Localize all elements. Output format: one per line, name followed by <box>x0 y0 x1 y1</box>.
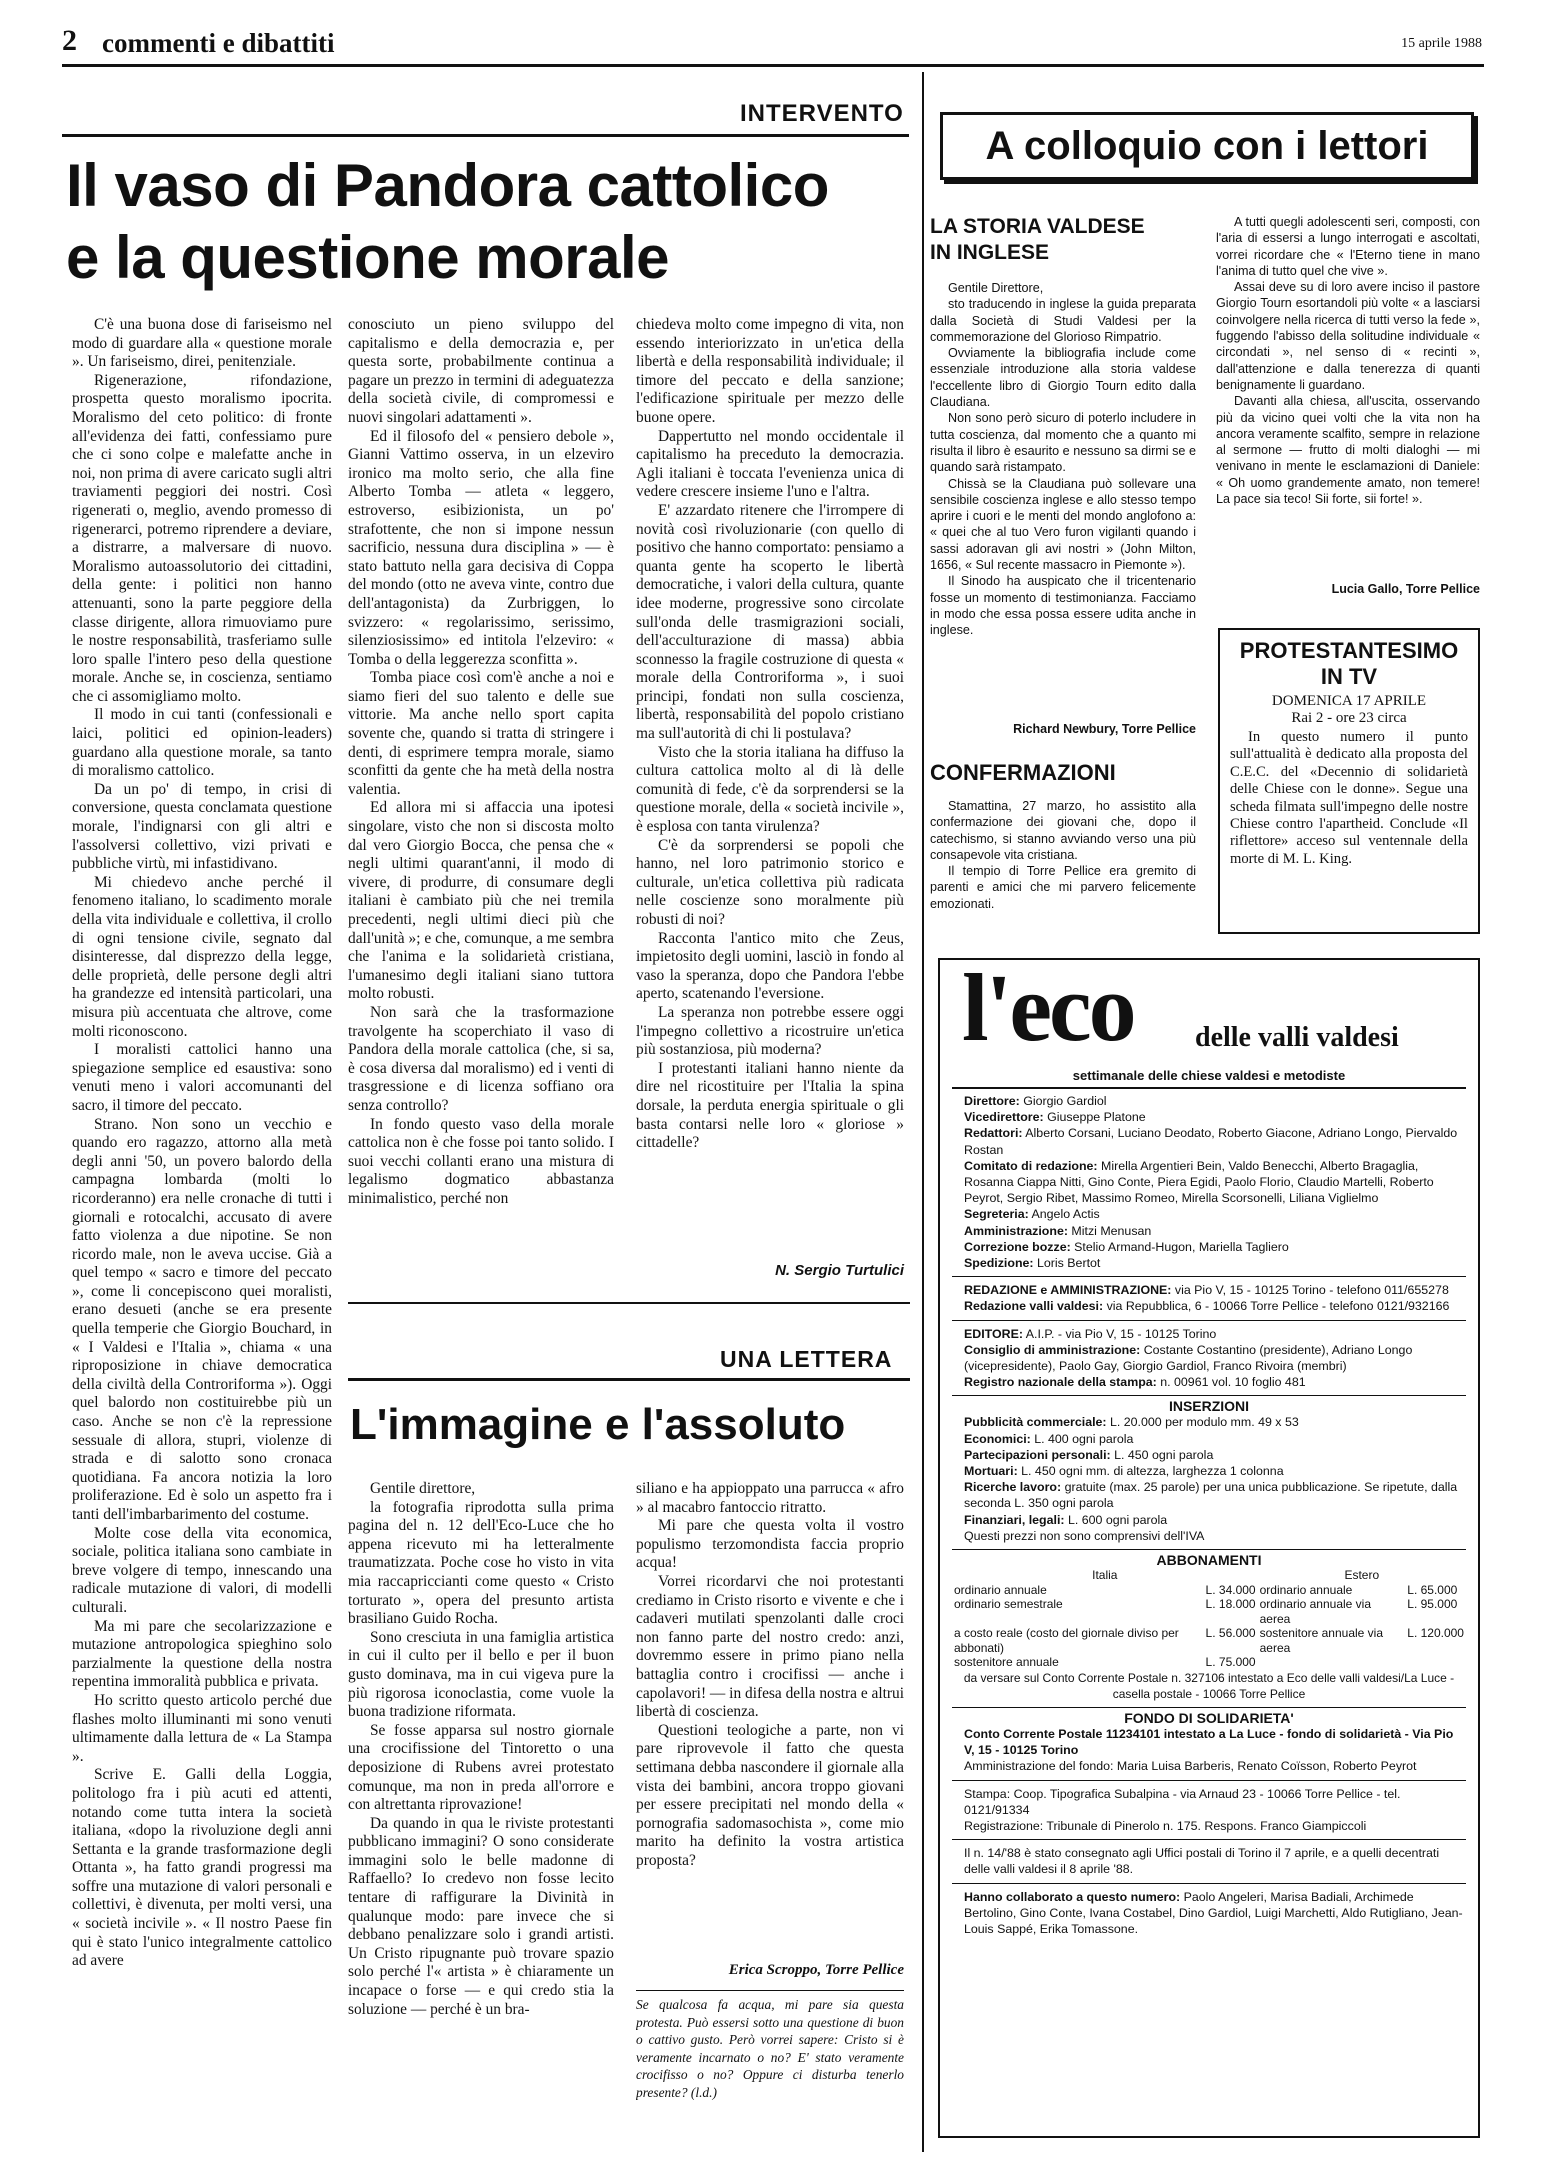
paragraph: Se fosse apparsa sul nostro giornale una crocifissione del Tintoretto o una deposizione di Rubens avrei protestato comunque, ma non in preda all'orrore e con altrettanta riprovazione! <box>348 1721 614 1814</box>
editore-value: Costante Costantino (presidente), Adriano Longo (vicepresidente), Paolo Gay, Giorgio Gardiol, Franco Rivoira (membri) <box>964 1342 1413 1374</box>
staff-value: Giuseppe Platone <box>1047 1110 1146 1125</box>
inserzioni-row <box>964 1479 1466 1511</box>
staff-value: Mirella Argentieri Bein, Valdo Benecchi, Alberto Bragaglia, Rosanna Ciappa Nitti, Gino Conte, Piera Egidi, Paolo Florio, Claudio Martelli, Roberto Peyrot, Sergio Ribet, Massimo Romeo, Mirella Scorsonelli, Liliana Viglielmo <box>964 1158 1434 1206</box>
paragraph: I protestanti italiani hanno niente da dire nel ricostituire per l'Italia la spina dorsale, la perduta energia spirituale o gli basta contarsi nelle loro « gloriose » cittadelle? <box>636 1059 904 1152</box>
abb-estero-value <box>1405 1655 1466 1670</box>
eco-logo-small: delle valli valdesi <box>1195 1022 1399 1053</box>
storia-signature: Richard Newbury, Torre Pellice <box>1013 722 1196 736</box>
staff-label: Redattori: <box>964 1126 1023 1141</box>
tv-title-line-2: IN TV <box>1320 664 1378 689</box>
storia-title-line-2: IN INGLESE <box>930 241 1050 264</box>
fondo-line: Amministrazione del fondo: Maria Luisa Barberis, Renato Coïsson, Roberto Peyrot <box>964 1759 1417 1774</box>
editore-row <box>964 1326 1466 1342</box>
tv-title-line-1: PROTESTANTESIMO <box>1239 638 1459 663</box>
stampa-line: Stampa: Coop. Tipografica Subalpina - via Arnaud 23 - 10066 Torre Pellice - tel. 0121/91334 <box>964 1786 1401 1817</box>
staff-row <box>964 1093 1466 1109</box>
staff-label: Segreteria: <box>964 1207 1029 1222</box>
confermazioni-title: CONFERMAZIONI <box>930 760 1116 785</box>
storia-title-line-1: LA STORIA VALDESE <box>930 215 1145 238</box>
lucia-signature: Lucia Gallo, Torre Pellice <box>1331 582 1480 596</box>
paragraph: E' azzardato ritenere che l'irrompere di novità così rivoluzionarie (con quello di positivo che hanno comportato: pensiamo a quanta gente ha scoperto le libertà democratiche, i valori della cultura, quante idee moderne, progressive sono circolate sull'onda delle trasmigrazioni sociali, dell'acculturazione di massa) abbia sconnesso la fragile costruzione di questa « morale della Controriforma », i suoi principi, fondati non sulla coscienza, libertà, responsabilità del popolo cristiano ma sull'autorità di chi li postulava? <box>636 501 904 743</box>
intervento-kicker-rule <box>62 134 909 137</box>
inserzioni-label: Mortuari: <box>964 1464 1018 1479</box>
eco-rule <box>952 1087 1466 1089</box>
abb-row <box>952 1626 1466 1655</box>
registrazione-line: Registrazione: Tribunale di Pinerolo n. 175. Respons. Franco Giampiccoli <box>964 1819 1367 1833</box>
abb-estero-label <box>1258 1655 1406 1670</box>
editore-label: EDITORE: <box>964 1326 1023 1341</box>
abb-italia-value: L. 75.000 <box>1205 1655 1256 1670</box>
staff-value: Stelio Armand-Hugon, Mariella Tagliero <box>1074 1239 1289 1254</box>
inserzioni-label: Pubblicità commerciale: <box>964 1415 1107 1430</box>
inserzioni-row <box>964 1414 1466 1430</box>
paragraph: I moralisti cattolici hanno una spiegazione semplice ed esaustiva: sono venuti meno i valori accomunanti del sacro, il timore del peccato. <box>72 1041 332 1114</box>
abb-italia-label: sostenitore annuale <box>954 1655 1059 1670</box>
storia-title <box>930 214 1200 266</box>
inserzioni-title: INSERZIONI <box>1168 1398 1250 1415</box>
inserzioni-row <box>964 1431 1466 1447</box>
eco-inserzioni <box>952 1414 1466 1544</box>
editore-label: Consiglio di amministrazione: <box>964 1342 1141 1357</box>
eco-rule <box>952 1276 1466 1277</box>
intervento-col-3 <box>636 316 904 1291</box>
abb-header-row <box>952 1568 1466 1583</box>
lettera-col-2 <box>636 1480 904 1960</box>
paragraph: Sono cresciuta in una famiglia artistica in cui il culto per il bello e per il buon gusto dominava, ma in cui vigeva pure la più rigorosa iconoclastia, come vuole la buona tradizione riformata. <box>348 1628 614 1721</box>
paragraph: Chissà se la Claudiana può sollevare una sensibile coscienza inglese e allo stesso tempo aprire i cuori e le menti del mondo anglofono a: « quei che al tuo Vero furon vigilanti quando i sassi adoravan gli avi nostri » (John Milton, 1656, « Sul recente massacro in Piemonte »). <box>930 476 1196 573</box>
paragraph: Assai deve su di loro avere inciso il pastore Giorgio Tourn esortandoli più volte « a lasciarsi coinvolgere nella ricerca di tutti verso la fede », fuggendo l'abisso della solitudine individuale « circondati », nel senso di « recinti », dall'attenzione e dalla tenerezza di quanti benignamente li guardano. <box>1216 280 1480 392</box>
inserzioni-label: Economici: <box>964 1431 1031 1446</box>
eco-rule <box>952 1549 1466 1550</box>
section-name: commenti e dibattiti <box>102 28 335 58</box>
lettera-title: L'immagine e l'assoluto <box>350 1400 846 1449</box>
abb-italia-label: ordinario annuale <box>954 1582 1047 1597</box>
paragraph: Ho scritto questo articolo perché due flashes molto illuminanti mi sono venuti ultimamente dalla lettura de « La Stampa ». <box>72 1691 332 1765</box>
editor-reply: Se qualcosa fa acqua, mi pare sia questa protesta. Può essersi sotto una questione di buon o cattivo gusto. Però vorrei sapere: Cristo si è veramente incarnato o no? E' stato veramente crocifisso o no? Oppure ci disturba tenerlo presente? (l.d.) <box>636 1997 904 2100</box>
paragraph: Da quando in qua le riviste protestanti pubblicano immagini? O sono considerate immagini solo le belle madonne di Raffaello? Io credevo non fosse lecito tentare di raffigurare la Divinità in qualunque modo: pare invece che si debbano penalizzare solo i grandi artisti. Un Cristo ripugnante può trovare spazio solo perché l'« artista » è chiaramente un incapace o forse — e qui credo stia la soluzione — perché è un bra- <box>348 1814 614 2018</box>
eco-rule <box>952 1839 1466 1840</box>
paragraph: Da un po' di tempo, in crisi di conversione, questa conclamata questione morale, l'indignarsi con gli altri e l'assolversi collettivo, vizi privati e pubbliche virtù, mi infastidivano. <box>72 780 332 873</box>
staff-value: Alberto Corsani, Luciano Deodato, Roberto Giacone, Adriano Longo, Piervaldo Rostan <box>964 1126 1458 1157</box>
inserzioni-label: Partecipazioni personali: <box>964 1447 1111 1462</box>
inserzioni-value: L. 600 ogni parola <box>1067 1512 1168 1527</box>
eco-editore <box>952 1326 1466 1391</box>
editore-row <box>964 1374 1466 1390</box>
abb-italia-label: ordinario semestrale <box>954 1597 1063 1612</box>
staff-row <box>964 1109 1466 1125</box>
tv-text: In questo numero il punto sull'attualità è dedicato alla proposta del C.E.C. del «Decennio di solidarietà delle Chiese con le donne». Segue una scheda filmata sull'impegno delle nostre Chiese contro l'apartheid. Conclude «Il riflettore» acceso sul ventennale della morte di M. L. King. <box>1230 729 1468 867</box>
staff-value: Loris Bertot <box>1036 1256 1101 1271</box>
eco-rule <box>952 1320 1466 1321</box>
abb-estero-label: ordinario annuale via aerea <box>1259 1597 1372 1626</box>
eco-redazione <box>952 1282 1466 1314</box>
inserzioni-label: Ricerche lavoro: <box>964 1480 1062 1495</box>
redazione-value: via Repubblica, 6 - 10066 Torre Pellice - telefono 0121/932166 <box>1106 1299 1450 1314</box>
staff-label: Correzione bozze: <box>964 1239 1071 1254</box>
intervento-col-1 <box>72 316 332 2146</box>
paragraph: Stamattina, 27 marzo, ho assistito alla confermazione dei giovani che, dopo il catechismo, si stanno avviando verso una più consapevole vita cristiana. <box>930 799 1196 862</box>
eco-rule <box>952 1395 1466 1396</box>
editore-value: n. 00961 vol. 10 foglio 481 <box>1160 1375 1306 1390</box>
consegna-line: Il n. 14/'88 è stato consegnato agli Uffici postali di Torino il 7 aprile, e a quelli decentrati delle valli valdesi il 8 aprile '88. <box>964 1846 1440 1877</box>
staff-row <box>964 1255 1466 1271</box>
fondo-title: FONDO DI SOLIDARIETA' <box>1124 1709 1294 1726</box>
eco-rule <box>952 1883 1466 1884</box>
inserzioni-label: Finanziari, legali: <box>964 1512 1065 1527</box>
eco-subtitle: settimanale delle chiese valdesi e metodiste <box>1072 1068 1346 1083</box>
tv-title <box>1230 638 1468 690</box>
title-line-2: e la questione morale <box>66 224 670 291</box>
tv-box <box>1218 628 1480 934</box>
paragraph: C'è da sorprendersi se popoli che hanno, nel loro patrimonio storico e culturale, un'etica collettiva più radicata nelle coscienze sono moralmente più robusti di noi? <box>636 836 904 928</box>
paragraph: Gentile direttore, <box>370 1480 476 1497</box>
fondo-line: Conto Corrente Postale 11234101 intestato a La Luce - fondo di solidarietà - Via Pio V, 15 - 10125 Torino <box>964 1726 1454 1758</box>
paragraph: Ovviamente la bibliografia include come essenziale introduzione alla storia valdese l'eccellente libro di Giorgio Tourn edito dalla Claudiana. <box>930 346 1196 410</box>
redazione-label: REDAZIONE e AMMINISTRAZIONE: <box>964 1283 1172 1298</box>
paragraph: Dappertutto nel mondo occidentale il capitalismo ha preceduto la democrazia. Agli italiani è toccata l'evenienza unica di vedere crescere insieme l'uno e l'altra. <box>636 427 904 501</box>
eco-logo <box>952 958 1466 1066</box>
inserzioni-row <box>964 1463 1466 1479</box>
paragraph: Tomba piace così com'è anche a noi e siamo fieri del suo talento e delle sue vittorie. Ma anche nello sport capita sovente che, quando si tratta di stringere i denti, di esprimere tempra morale, siamo sconfitti da gente che ha metà della nostra valentia. <box>348 669 614 798</box>
storia-body <box>930 280 1196 720</box>
staff-row <box>964 1223 1466 1239</box>
abb-note: da versare sul Conto Corrente Postale n. 327106 intestato a Eco delle valli valdesi/La Luce - casella postale - 10066 Torre Pellice <box>963 1670 1455 1701</box>
reply-rule <box>636 1990 904 1991</box>
redazione-row <box>964 1282 1466 1298</box>
abbonamenti-table <box>952 1568 1466 1670</box>
abb-row <box>952 1597 1466 1626</box>
confermazioni-body <box>930 798 1196 958</box>
paragraph: Questioni teologiche a parte, non vi pare riprovevole il fatto che questa settimana debba nascondere il giornale alla vista dei bambini, ancora troppo giovani per essere precipitati nel mondo della « pornografia sadomasochista », come mio marito ha definito la vostra artistica proposta? <box>636 1721 904 1869</box>
lettera-kicker-rule <box>348 1378 910 1381</box>
abb-italia-label: a costo reale (costo del giornale diviso per abbonati) <box>954 1626 1179 1655</box>
paragraph: In fondo questo vaso della morale cattolica non è che fosse poi tanto solido. I suoi vecchi collanti erano una mistura di legalismo dogmatico abbastanza minimalistico, perché non <box>348 1115 614 1207</box>
editore-value: A.I.P. - via Pio V, 15 - 10125 Torino <box>1025 1326 1217 1341</box>
paragraph: Molte cose della vita economica, sociale, politica italiana sono cambiate in breve volgere di tempo, innescando una radicale mutazione di valori, di modelli culturali. <box>72 1524 332 1616</box>
redazione-value: via Pio V, 15 - 10125 Torino - telefono 011/655278 <box>1174 1283 1449 1298</box>
lettera-col-1 <box>348 1480 614 2140</box>
editore-row <box>964 1342 1466 1374</box>
staff-label: Amministrazione: <box>964 1223 1068 1238</box>
paragraph: Ed allora mi si affaccia una ipotesi singolare, visto che non si discosta molto dal vero Giorgio Bocca, che pensa che « negli ultimi quarant'anni, il modo di vivere, di produrre, di consumare degli italiani è cambiato più che nei tremila precedenti, negli ultimi dieci più che dall'unità »; e che, comunque, a me sembra che l'anima e la solidarietà cristiana, l'umanesimo degli italiani siano tuttora molto robusti. <box>348 799 614 1003</box>
paragraph: A tutti quegli adolescenti seri, composti, con l'aria di essersi a lungo interrogati e ascoltati, vorrei ricordare che « l'Eterno tiene in mano l'anima di tutto quel che vive ». <box>1216 215 1480 278</box>
staff-value: Mitzi Menusan <box>1071 1223 1152 1238</box>
staff-row <box>964 1239 1466 1255</box>
abb-estero-value: L. 95.000 <box>1407 1597 1458 1612</box>
lucia-body <box>1216 214 1480 576</box>
paragraph: C'è una buona dose di fariseismo nel modo di guardare alla « questione morale ». Un fariseismo, direi, penitenziale. <box>72 316 332 371</box>
paragraph: siliano e ha appioppato una parrucca « afro » al macabro fantoccio ritratto. <box>636 1480 904 1516</box>
abb-estero-label: sostenitore annuale via aerea <box>1259 1626 1384 1655</box>
eco-rule <box>952 1707 1466 1708</box>
eco-box <box>938 958 1480 2138</box>
staff-label: Comitato di redazione: <box>964 1158 1098 1173</box>
abb-italia-value: L. 18.000 <box>1205 1597 1256 1612</box>
staff-value: Angelo Actis <box>1031 1207 1100 1222</box>
tv-date: DOMENICA 17 APRILE <box>1271 693 1427 709</box>
paragraph: La speranza non potrebbe essere oggi l'impegno collettivo a ricostruire un'etica più sostanziosa, più moderna? <box>636 1003 904 1059</box>
staff-row <box>964 1158 1466 1207</box>
paragraph: Visto che la storia italiana ha diffuso la cultura cattolica molto al di là delle comunità di fede, c'è da sorprendersi se la questione morale, della « società incivile », è esplosa con tanta virulenza? <box>636 743 904 836</box>
paragraph: conosciuto un pieno sviluppo del capitalismo e della democrazia e, per questa sorte, probabilmente continua a pagare un prezzo in termini di adeguatezza della società civile, di compromessi e nuovi singolari adattamenti ». <box>348 316 614 426</box>
paragraph: Rigenerazione, rifondazione, prospetta questo moralismo ipocrita. Moralismo del ceto politico: di fronte all'evidenza dei fatti, confessiamo pure che ci sono colpe e malefatte anche in noi, non prima di avere caricato sugli altri traviamenti peggiori dei nostri. Così rigenerati o, meglio, avendo promesso di rigenerarci, potremo riprendere a deviare, a distrarre, a malversare di nuovo. Moralismo autoassolutorio dei cittadini, della gente: i politici non hanno attenuanti, sono la parte peggiore della classe dirigente, allora rimuoviamo pure le nostre responsabilità, trasferiamo sulle loro spalle l'intero peso della questione morale. Anche se, in coscienza, sentiamo che ci assomigliamo molto. <box>72 371 332 705</box>
editore-label: Registro nazionale della stampa: <box>964 1375 1157 1390</box>
paragraph: chiedeva molto come impegno di vita, non essendo interiorizzato in un'etica della libertà e della responsabilità individuale; il timore del peccato e della sanzione; l'edificazione spirituale per mezzo delle buone opere. <box>636 316 904 426</box>
page-number: 2 <box>62 24 77 57</box>
paragraph: Mi chiedevo anche perché il fenomeno italiano, lo scadimento morale della vita individuale e collettiva, il crollo di ogni tensione civile, segnato dal disinteresse, dal disprezzo della legge, delle proprietà, delle persone degli altri ha grandezze ed intensità particolari, una misura più accentuata che altrove, come molti riconoscono. <box>72 873 332 1040</box>
paragraph: Gentile Direttore, <box>948 281 1044 295</box>
intervento-signature: N. Sergio Turtulici <box>775 1262 904 1279</box>
paragraph: Scrive E. Galli della Loggia, politologo fra i più acuti ed attenti, notando come tutta intera la società italiana, «dopo la rivoluzione degli anni Settanta e la grande trasformazione degli Ottanta », ha fatto grandi progressi ma soffre una mutazione di valori personali e collettivi, è divenuta, per molti versi, una « società incivile ». « Il nostro Paese fin qui è stato l'unico integralmente cattolico ad avere <box>72 1766 332 1970</box>
paragraph: Non sono però sicuro di poterlo includere in tutta coscienza, dal momento che a quanto mi risulta il libro è esaurito e nessuno sa dirmi se e quando sarà ristampato. <box>930 411 1196 475</box>
paragraph: Mi pare che questa volta il vostro populismo terzomondista faccia proprio acqua! <box>636 1517 904 1572</box>
abb-estero-label: ordinario annuale <box>1259 1582 1353 1597</box>
inserzioni-value: L. 400 ogni parola <box>1034 1431 1134 1446</box>
abb-header-estero: Estero <box>1344 1568 1380 1583</box>
eco-staff <box>952 1093 1466 1271</box>
intervento-kicker: INTERVENTO <box>740 100 904 127</box>
staff-label: Vicedirettore: <box>964 1110 1044 1125</box>
page-header <box>62 24 1482 64</box>
paragraph: Strano. Non sono un vecchio e quando ero ragazzo, attorno alla metà degli anni '50, un povero balordo della campagna lombarda (molti lo ricorderanno) era nelle cronache di tutti i giornali e rotocalchi, accusato di avere fatto violenza a due nipotine. Se non ricordo male, non le aveva uccise. Già a quel tempo « sacro e timore del peccato », come li concepiscono quei moralisti, erano desueti (anche se era presente quella temperie che Giorgio Bouchard, in « I Valdesi e l'Italia », chiama « una riproposizione in chiave democratica della civiltà della Controriforma »). Oggi quel balordo non costituirebbe più un caso. Anche se non c'è la repressione sessuale di allora, stupri, violenze di strada e di salotto sono cronaca quotidiana. Fa ancora notizia la loro proliferazione. Ed è solo un aspetto fra i tanti dell'imbarbarimento del costume. <box>72 1115 332 1523</box>
title-line-1: Il vaso di Pandora cattolico <box>66 152 829 219</box>
intervento-col-2 <box>348 316 614 1281</box>
paragraph: Ed il filosofo del « pensiero debole », Gianni Vattimo osserva, in un elzeviro ironico ma molto serio, che alla fine Alberto Tomba — atleta « leggero, estroverso, esibizionista, un po' strafottente, che non si impone nessun sacrificio, nessuna dura disciplina » — è stato battuto nella gara decisiva di Coppa del mondo (otto ne aveva vinte, contro due dell'antagonista) da Zurbriggen, lo svizzero: « regolarissimo, serissimo, silenziosissimo» ed intitola l'elzeviro: « Tomba o della leggerezza sconfitta ». <box>348 427 614 668</box>
eco-logo-big: l'eco <box>962 958 1134 1061</box>
paragraph: la fotografia riprodotta sulla prima pagina del n. 12 dell'Eco-Luce che ho appena ricevuto mi ha letteralmente traumatizzata. Poche cose ho visto in vita mia raccapriccianti come questo « Cristo torturato », opera del presunto artista brasiliano Guido Rocha. <box>348 1498 614 1628</box>
abb-row <box>952 1583 1466 1598</box>
staff-label: Direttore: <box>964 1094 1020 1108</box>
abb-estero-value: L. 65.000 <box>1407 1582 1458 1597</box>
staff-row <box>964 1125 1466 1157</box>
lettera-signature: Erica Scroppo, Torre Pellice <box>728 1962 904 1978</box>
header-rule <box>62 64 1484 67</box>
inserzioni-value: L. 450 ogni parola <box>1114 1447 1214 1462</box>
issue-date: 15 aprile 1988 <box>1401 36 1482 51</box>
inserzioni-value: L. 20.000 per modulo mm. 49 x 53 <box>1110 1415 1299 1430</box>
colloquio-title-box <box>940 112 1474 180</box>
abb-header-italia: Italia <box>1092 1568 1118 1583</box>
inserzioni-row <box>964 1512 1466 1528</box>
paragraph: Davanti alla chiesa, all'uscita, osservando più da vicino quei volti che la vita non ha ancora veramente scalfito, sempre in relazione al sermone — frutto di molti dialoghi — mi venivano in mente le esclamazioni di Daniele: « Oh uomo grandemente amato, non temere! La pace sia teco! Sii forte, sii forte! ». <box>1216 394 1480 507</box>
inserzioni-row <box>964 1528 1466 1544</box>
abb-italia-value: L. 56.000 <box>1205 1626 1256 1641</box>
lettera-top-rule <box>348 1302 910 1304</box>
paragraph: Ma mi pare che secolarizzazione e mutazione antropologica spieghino solo parzialmente la questione della nostra repentina immoralità pubblica e privata. <box>72 1617 332 1691</box>
intervento-title <box>66 150 906 294</box>
inserzioni-row <box>964 1447 1466 1463</box>
paragraph: Il tempio di Torre Pellice era gremito di parenti e amici che mi parvero felicemente emozionati. <box>930 864 1196 911</box>
abb-estero-value: L. 120.000 <box>1407 1626 1464 1641</box>
paragraph: Il Sinodo ha auspicato che il tricentenario fosse un momento di testimonianza. Facciamo in modo che essa possa essere udita anche in inglese. <box>930 574 1196 638</box>
abbonamenti-title: ABBONAMENTI <box>1156 1552 1262 1569</box>
inserzioni-value: L. 450 ogni mm. di altezza, larghezza 1 colonna <box>1021 1464 1284 1479</box>
staff-value: Giorgio Gardiol <box>1023 1094 1107 1108</box>
staff-label: Spedizione: <box>964 1256 1034 1271</box>
collaborato-label: Hanno collaborato a questo numero: <box>964 1889 1181 1904</box>
lettera-kicker: UNA LETTERA <box>720 1346 893 1372</box>
paragraph: Il modo in cui tanti (confessionali e laici, politici ed opinion-leaders) guardano alla questione morale, sa tanto di moralismo cattolico. <box>72 706 332 780</box>
eco-rule <box>952 1780 1466 1781</box>
abb-row <box>952 1655 1466 1670</box>
paragraph: Non sarà che la trasformazione travolgente ha scoperchiato il vaso di Pandora della morale cattolica (che, si sa, è cosa diversa dal moralismo) ed i venti di trasgressione e di licenza soffiano ora senza controllo? <box>348 1003 614 1114</box>
paragraph: Vorrei ricordarvi che noi protestanti crediamo in Cristo risorto e vivente e che i cadaveri mutilati spenzolanti dalle croci non fanno parte del nostro credo: anzi, dovremmo essere in primo piano nella battaglia contro i crocifissi — anche i capolavori! — in difesa della nostra e altrui libertà di coscienza. <box>636 1572 904 1721</box>
collaborato-names: Paolo Angeleri, Marisa Badiali, Archimede Bertolino, Gino Conte, Ivana Costabel, Dino Gardiol, Luigi Marchetti, Aldo Rutigliano, Jean-Louis Sappé, Erika Tomassone. <box>964 1889 1463 1937</box>
column-divider <box>922 72 924 2152</box>
redazione-row <box>964 1298 1466 1314</box>
collaborato-line <box>952 1889 1466 1938</box>
abb-italia-value: L. 34.000 <box>1205 1582 1256 1597</box>
inserzioni-value: gratuite (max. 25 parole) per una unica pubblicazione. Se ripetute, dalla seconda L. 350 ogni parola <box>964 1480 1458 1511</box>
tv-time: Rai 2 - ore 23 circa <box>1291 710 1407 726</box>
redazione-label: Redazione valli valdesi: <box>964 1299 1104 1314</box>
colloquio-title: A colloquio con i lettori <box>985 123 1429 168</box>
paragraph: Racconta l'antico mito che Zeus, impietosito degli uomini, lasciò in fondo al vaso la speranza, dopo che Pandora l'ebbe aperto, scatenando l'eversione. <box>636 929 904 1003</box>
paragraph: sto traducendo in inglese la guida preparata dalla Società di Studi Valdesi per la commemorazione del Glorioso Rimpatrio. <box>930 297 1196 344</box>
staff-row <box>964 1206 1466 1222</box>
inserzioni-note: Questi prezzi non sono comprensivi dell'IVA <box>964 1528 1205 1543</box>
